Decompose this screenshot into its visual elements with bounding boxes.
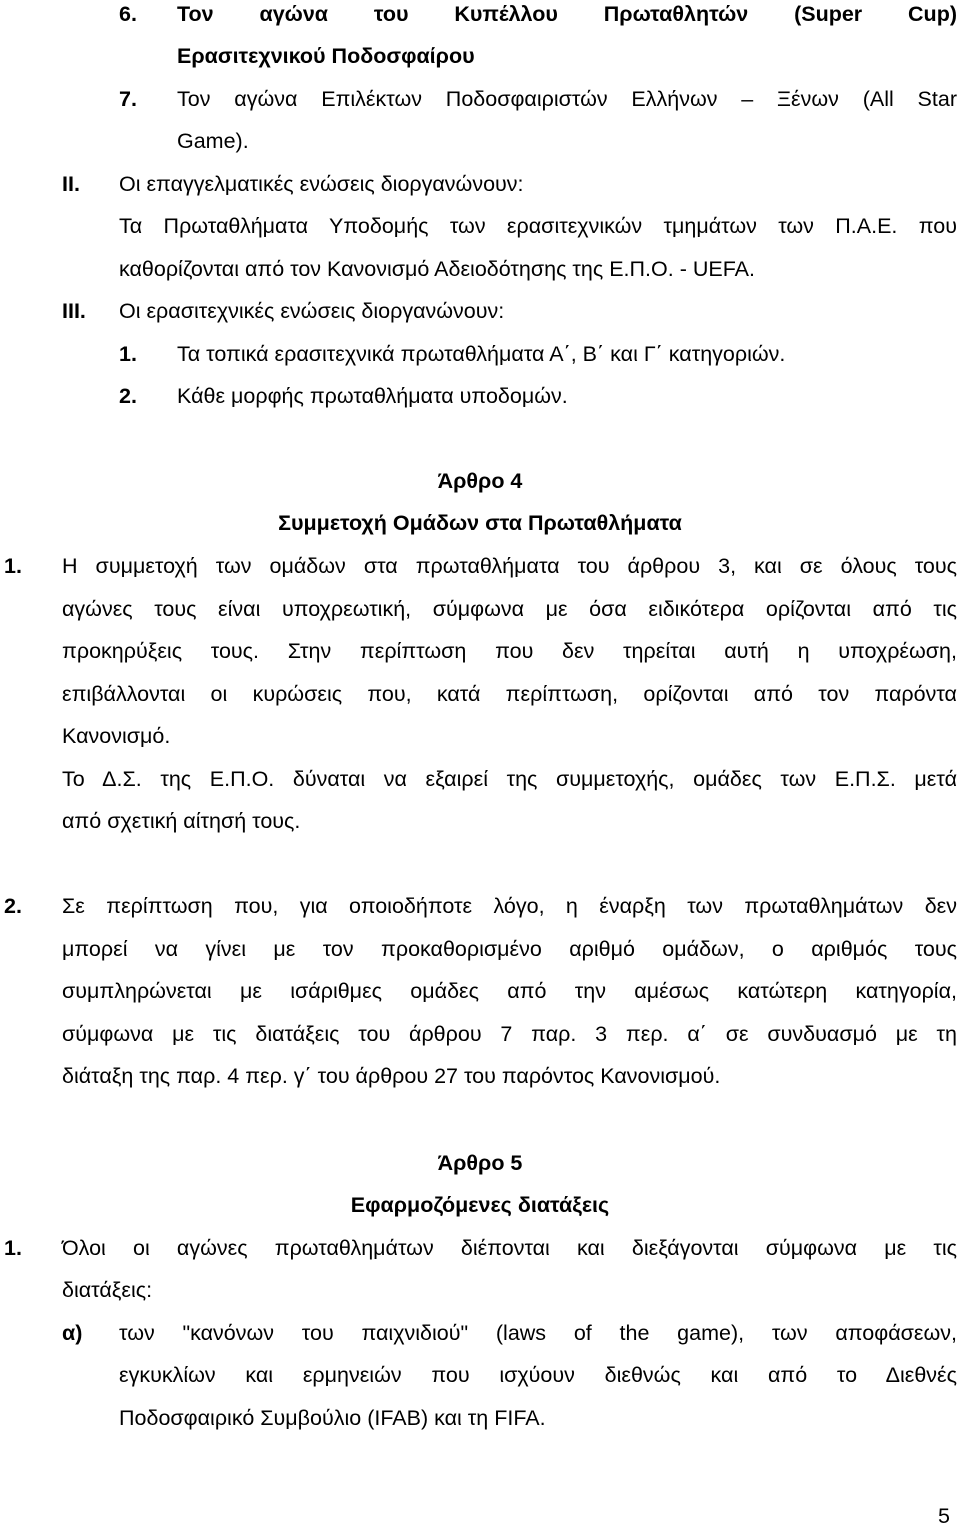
section-III-item-1-number: 1. (119, 342, 137, 366)
item-6-number: 6. (119, 2, 137, 26)
article-4-p1-line-5: Κανονισμό. (62, 724, 171, 748)
article-4-p1-line-3: προκηρύξεις τους. Στην περίπτωση που δεν τηρείται αυτή η υποχρέωση, (62, 639, 957, 663)
item-7-number: 7. (119, 87, 137, 111)
article-5-p1-line-1: Όλοι οι αγώνες πρωταθλημάτων διέπονται και διεξάγονται σύμφωνα με τις (62, 1236, 957, 1260)
article-4-p1-number: 1. (4, 554, 22, 578)
section-III-line: Οι ερασιτεχνικές ενώσεις διοργανώνουν: (119, 299, 505, 323)
article-4-p2-line-3: συμπληρώνεται με ισάριθμες ομάδες από την αμέσως κατώτερη κατηγορία, (62, 979, 957, 1003)
section-II-line-2: Τα Πρωταθλήματα Υποδομής των ερασιτεχνικών τμημάτων των Π.Α.Ε. που (119, 214, 957, 238)
article-4-p1-line-2: αγώνες τους είναι υποχρεωτική, σύμφωνα με όσα ειδικότερα ορίζονται από τις (62, 597, 957, 621)
article-4-p1-line-7: από σχετική αίτησή τους. (62, 809, 301, 833)
article-5-item-a-line-1: των "κανόνων του παιχνιδιού" (laws of the game), των αποφάσεων, (119, 1321, 957, 1345)
section-III-item-2-text: Κάθε μορφής πρωταθλήματα υποδομών. (177, 384, 568, 408)
item-6-line-2: Ερασιτεχνικού Ποδοσφαίρου (177, 44, 475, 68)
item-7-line-1: Τον αγώνα Επιλέκτων Ποδοσφαιριστών Ελλήνων – Ξένων (All Star (177, 87, 957, 111)
page-number: 5 (938, 1504, 950, 1528)
article-4-title: Άρθρο 4 (437, 469, 523, 493)
article-5-p1-line-2: διατάξεις: (62, 1278, 153, 1302)
article-5-item-a-line-2: εγκυκλίων και ερμηνειών που ισχύουν διεθνώς και από το Διεθνές (119, 1363, 957, 1387)
section-III-item-2-number: 2. (119, 384, 137, 408)
article-4-p2-line-2: μπορεί να γίνει με τον προκαθορισμένο αριθμό ομάδων, ο αριθμός τους (62, 937, 957, 961)
article-5-subtitle: Εφαρμοζόμενες διατάξεις (350, 1193, 610, 1217)
item-7-line-2: Game). (177, 129, 249, 153)
article-5-p1-number: 1. (4, 1236, 22, 1260)
article-5-item-a-line-3: Ποδοσφαιρικό Συμβούλιο (IFAB) και τη FIFA. (119, 1406, 546, 1430)
article-4-p2-number: 2. (4, 894, 22, 918)
section-III-number: ΙΙΙ. (62, 299, 86, 323)
article-5-title: Άρθρο 5 (437, 1151, 523, 1175)
section-III-item-1-text: Τα τοπικά ερασιτεχνικά πρωταθλήματα Α΄, Β΄ και Γ΄ κατηγοριών. (177, 342, 786, 366)
article-5-item-a-label: α) (62, 1321, 83, 1345)
article-4-subtitle: Συμμετοχή Ομάδων στα Πρωταθλήματα (278, 511, 682, 535)
section-II-line-1: Οι επαγγελματικές ενώσεις διοργανώνουν: (119, 172, 524, 196)
article-4-p2-line-1: Σε περίπτωση που, για οποιοδήποτε λόγο, η έναρξη των πρωταθλημάτων δεν (62, 894, 957, 918)
section-II-number: ΙΙ. (62, 172, 80, 196)
section-II-line-3: καθορίζονται από τον Κανονισμό Αδειοδότησης της Ε.Π.Ο. - UEFA. (119, 257, 755, 281)
item-6-line-1: Τον αγώνα του Κυπέλλου Πρωταθλητών (Super Cup) (177, 2, 957, 26)
article-4-p1-line-4: επιβάλλονται οι κυρώσεις που, κατά περίπτωση, ορίζονται από τον παρόντα (62, 682, 957, 706)
article-4-p2-line-5: διάταξη της παρ. 4 περ. γ΄ του άρθρου 27 του παρόντος Κανονισμού. (62, 1064, 721, 1088)
article-4-p1-line-1: Η συμμετοχή των ομάδων στα πρωταθλήματα του άρθρου 3, και σε όλους τους (62, 554, 957, 578)
article-4-p2-line-4: σύμφωνα με τις διατάξεις του άρθρου 7 παρ. 3 περ. α΄ σε συνδυασμό με τη (62, 1022, 957, 1046)
article-4-p1-line-6: Το Δ.Σ. της Ε.Π.Ο. δύναται να εξαιρεί της συμμετοχής, ομάδες των Ε.Π.Σ. μετά (62, 767, 957, 791)
